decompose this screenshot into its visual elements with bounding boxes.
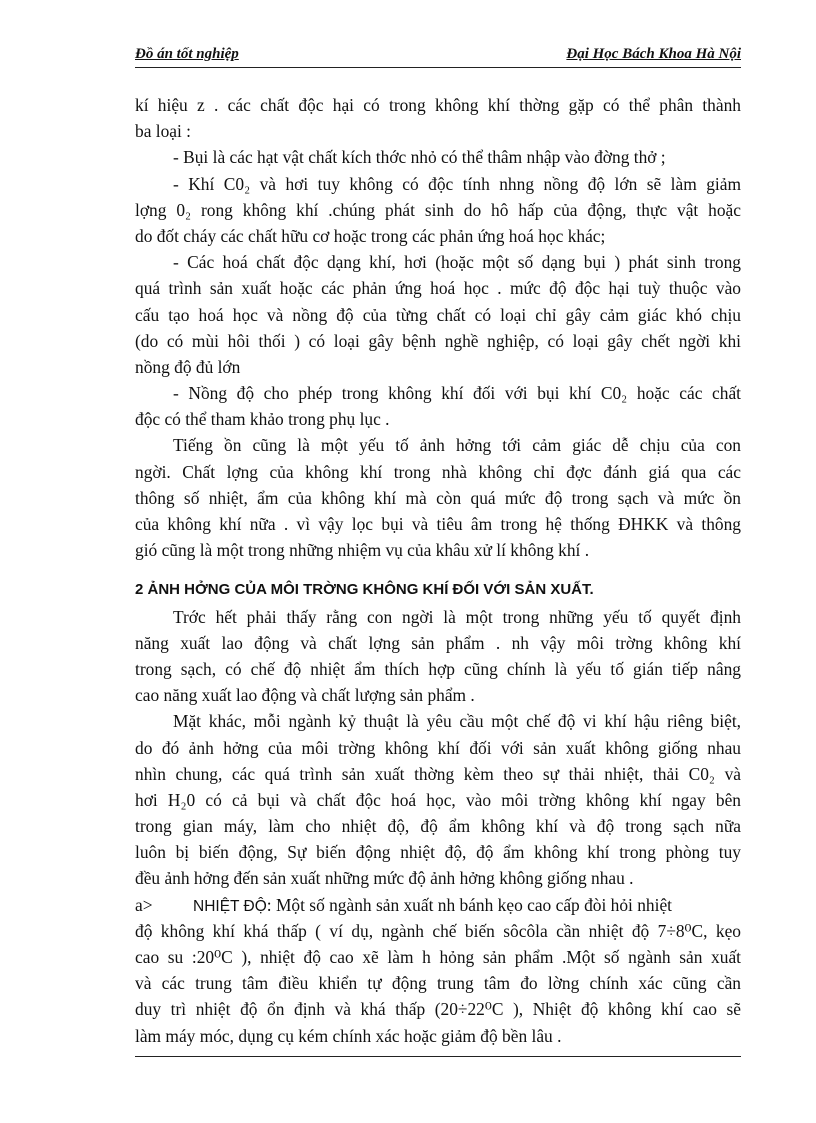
text-line: độ không khí khá thấp ( ví dụ, ngành chế biến sôcôla cần nhiệt độ 7÷8⁰C, kẹo	[135, 920, 741, 941]
text-line: đều ảnh hởng đến sản xuất những mức độ ảnh hởng không giống nhau .	[135, 868, 634, 889]
text-line: quá trình sản xuất hoặc các phản ứng hoá học . mức độ độc hại tuỳ thuộc vào	[135, 278, 741, 299]
subsection-line	[135, 892, 741, 918]
text-line: cao su :20⁰C ), nhiệt độ cao xẽ làm h hỏng sản phẩm .Một số ngành sản xuất	[135, 947, 741, 967]
text-line: làm máy móc, dụng cụ kém chính xác hoặc giảm độ bền lâu .	[135, 1025, 562, 1046]
text-line: cấu tạo hoá học và nồng độ của từng chất có loại chỉ gây cảm giác khó chịu	[135, 304, 741, 325]
section-heading: 2 ẢNH HỞNG CỦA MÔI TRỜNG KHÔNG KHÍ ĐỐI VỚI SẢN XUẤT.	[135, 581, 594, 599]
text-line: luôn bị biến động, Sự biến động nhiệt độ, độ ẩm không khí trong phòng tuy	[135, 842, 741, 863]
text-line: Trớc hết phải thấy rằng con ngời là một trong những yếu tố quyết định	[173, 606, 741, 627]
document-body	[135, 92, 741, 1049]
text-line: lợng 0₂ rong không khí .chúng phát sinh do hô hấp của động, thực vật hoặc	[135, 199, 741, 220]
text-line: độc có thể tham khảo trong phụ lục .	[135, 409, 390, 430]
page-header	[135, 46, 741, 66]
text-line: năng xuất lao động và chất lợng sản phẩm . nh vậy môi trờng không khí	[135, 632, 741, 653]
text-line: do đó ảnh hởng của môi trờng không khí đối với sản xuất không giống nhau	[135, 737, 741, 758]
header-right-title: Đại Học Bách Khoa Hà Nội	[566, 46, 741, 62]
text-line: (do có mùi hôi thối ) có loại gây bệnh nghề nghiệp, có loại gây chết ngời khi	[135, 330, 741, 351]
text-line: do đốt cháy các chất hữu cơ hoặc trong các phản ứng hoá học khác;	[135, 225, 606, 246]
text-line: thông số nhiệt, ẩm của không khí mà còn quá mức độ trong sạch và mức ồn	[135, 487, 741, 508]
text-line: ba loại :	[135, 121, 192, 142]
text-line: kí hiệu z . các chất độc hại có trong không khí thờng gặp có thể phân thành	[135, 95, 741, 115]
text-line: ngời. Chất lợng của không khí trong nhà không chỉ đợc đánh giá qua các	[135, 461, 741, 482]
text-line: trong sạch, có chế độ nhiệt ẩm thích hợp cũng chính là yếu tố gián tiếp nâng	[135, 658, 741, 679]
text-line: Tiếng ồn cũng là một yếu tố ảnh hởng tới cảm giác dễ chịu của con	[173, 435, 741, 456]
text-line: và các trung tâm điều khiển tự động trung tâm đo lờng chính xác cũng cần	[135, 973, 741, 994]
text-line: hơi H₂0 có cả bụi và chất độc hoá học, vào môi trờng không khí ngay bên	[135, 789, 741, 810]
text-line: cao năng xuất lao động và chất lượng sản phẩm .	[135, 685, 475, 706]
text-line: - Khí C0₂ và hơi tuy không có độc tính nhng nồng độ lớn sẽ làm giảm	[173, 173, 741, 194]
subsection-marker: a>	[135, 894, 153, 915]
subsection-title: NHIỆT ĐỘ	[193, 897, 267, 915]
text-line: - Bụi là các hạt vật chất kích thớc nhỏ có thể thâm nhập vào đờng thở ;	[173, 147, 666, 168]
text-line: duy trì nhiệt độ ổn định và khá thấp (20÷22⁰C ), Nhiệt độ không khí cao sẽ	[135, 999, 741, 1020]
text-line: trong gian máy, làm cho nhiệt độ, độ ẩm không khí và độ trong sạch nữa	[135, 816, 741, 837]
text-line: nhìn chung, các quá trình sản xuất thờng kèm theo sự thải nhiệt, thải C0₂ và	[135, 763, 741, 784]
text-line: - Các hoá chất độc dạng khí, hơi (hoặc một số dạng bụi ) phát sinh trong	[173, 252, 741, 273]
header-divider	[135, 67, 741, 68]
text-line: gió cũng là một trong những nhiệm vụ của khâu xử lí không khí .	[135, 540, 590, 561]
text-line: Mặt khác, mỗi ngành kỷ thuật là yêu cầu một chế độ vi khí hậu riêng biệt,	[173, 711, 741, 732]
text-line: - Nồng độ cho phép trong không khí đối với bụi khí C0₂ hoặc các chất	[173, 383, 741, 404]
subsection-text: : Một số ngành sản xuất nh bánh kẹo cao cấp đòi hỏi nhiệt	[266, 894, 672, 915]
footer-divider	[135, 1056, 741, 1057]
text-line: của không khí nữa . vì vậy lọc bụi và tiêu âm trong hệ thống ĐHKK và thông	[135, 514, 741, 534]
text-line: nồng độ đủ lớn	[135, 356, 241, 377]
header-left-title: Đồ án tốt nghiệp	[135, 46, 239, 62]
